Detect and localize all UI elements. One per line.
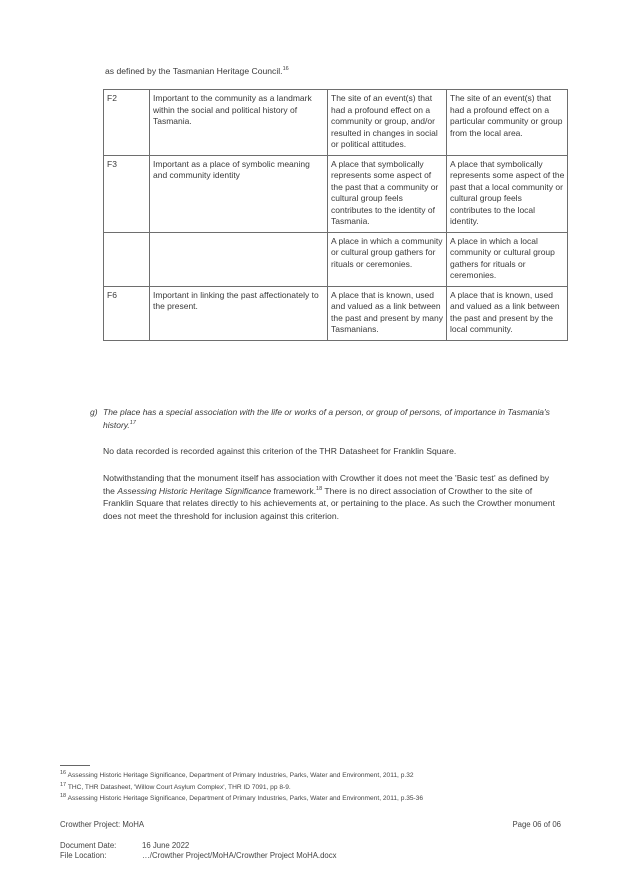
- paragraph-assessment: [103, 472, 563, 522]
- criterion-code: [104, 232, 150, 286]
- paragraph-text: framework.: [271, 485, 317, 496]
- framework-title: Assessing Historic Heritage Significance: [117, 485, 272, 496]
- criterion-g-text: [103, 406, 570, 431]
- local-threshold: A place that is known, used and valued as a link between the past and present by the local community.: [447, 286, 568, 340]
- footnote-text: Assessing Historic Heritage Significance, Department of Primary Industries, Parks, Water and Environment, 2011, p.35-36: [66, 795, 424, 802]
- footnote-divider: [60, 765, 90, 766]
- paragraph-text: There is no direct association of Crowther to the site of Franklin Square that relates directly to his achievements at, or pertaining to the place. As such the Crowther monument does not meet the threshold for inclusion against this criterion.: [103, 485, 555, 521]
- footnote-text: Assessing Historic Heritage Significance, Department of Primary Industries, Parks, Water and Environment, 2011, p.32: [66, 772, 414, 779]
- document-date: 16 June 2022: [142, 841, 190, 850]
- state-threshold: The site of an event(s) that had a profound effect on a community or group, and/or resulted in changes in social or political attitudes.: [328, 90, 447, 156]
- footer-page-number: Page 06 of 06: [512, 820, 561, 829]
- local-threshold: The site of an event(s) that had a profound effect on a particular community or group from the local area.: [447, 90, 568, 156]
- footnote: [60, 782, 423, 794]
- footnote-text: THC, THR Datasheet, 'Willow Court Asylum Complex', THR ID 7091, pp 8-9.: [66, 783, 291, 791]
- state-threshold: A place that is known, used and valued as a link between the past and present by many Tasmanians.: [328, 286, 447, 340]
- footnote-number: 17: [60, 781, 67, 788]
- intro-text: as defined by the Tasmanian Heritage Council.: [105, 66, 283, 76]
- local-threshold: A place that symbolically represents some aspect of the past that a local community or cultural group feels contributes to the local identity.: [447, 155, 568, 232]
- local-threshold: A place in which a local community or cultural group gathers for rituals or ceremonies.: [447, 232, 568, 286]
- footnote-number: 18: [60, 792, 67, 799]
- criteria-table: [103, 89, 568, 341]
- criterion-letter: g): [90, 407, 98, 417]
- table-row: [104, 90, 568, 156]
- paragraph-no-data: No data recorded is recorded against this criterion of the THR Datasheet for Franklin Square.: [103, 446, 457, 456]
- criterion-description: [150, 232, 328, 286]
- criterion-description: Important as a place of symbolic meaning and community identity: [150, 155, 328, 232]
- state-threshold: A place that symbolically represents some aspect of the past that a community or cultural group feels contributes to the identity of Tasmania.: [328, 155, 447, 232]
- file-location: …/Crowther Project/MoHA/Crowther Project MoHA.docx: [142, 850, 337, 860]
- footer-project: Crowther Project: MoHA: [60, 820, 145, 829]
- file-location-label: File Location:: [60, 850, 107, 860]
- criterion-g: [90, 406, 570, 431]
- criterion-code: F3: [104, 155, 150, 232]
- footnote-number: 16: [60, 769, 67, 776]
- paragraph-text: Notwithstanding that the monument itself has association with Crowther it does not meet the 'Basic test' as defined by the: [103, 473, 550, 496]
- footer-metadata: [60, 841, 337, 861]
- criterion-description: Important to the community as a landmark within the social and political history of Tasmania.: [150, 90, 328, 156]
- footnote: [60, 770, 423, 782]
- criterion-code: F6: [104, 286, 150, 340]
- document-date-label: Document Date:: [60, 841, 117, 850]
- footnote-ref: 17: [129, 419, 136, 426]
- footnote: [60, 793, 423, 805]
- criterion-g-body: The place has a special association with the life or works of a person, or group of persons, of importance in Tasmania's history.: [103, 407, 550, 430]
- state-threshold: A place in which a community or cultural group gathers for rituals or ceremonies.: [328, 232, 447, 286]
- criterion-description: Important in linking the past affectionately to the present.: [150, 286, 328, 340]
- footnote-ref: 16: [282, 66, 289, 73]
- table-row: [104, 232, 568, 286]
- criterion-code: F2: [104, 90, 150, 156]
- intro-line: [105, 66, 289, 76]
- footnotes: [60, 770, 423, 805]
- footnote-ref: 18: [316, 485, 323, 492]
- table-row: [104, 286, 568, 340]
- table-row: [104, 155, 568, 232]
